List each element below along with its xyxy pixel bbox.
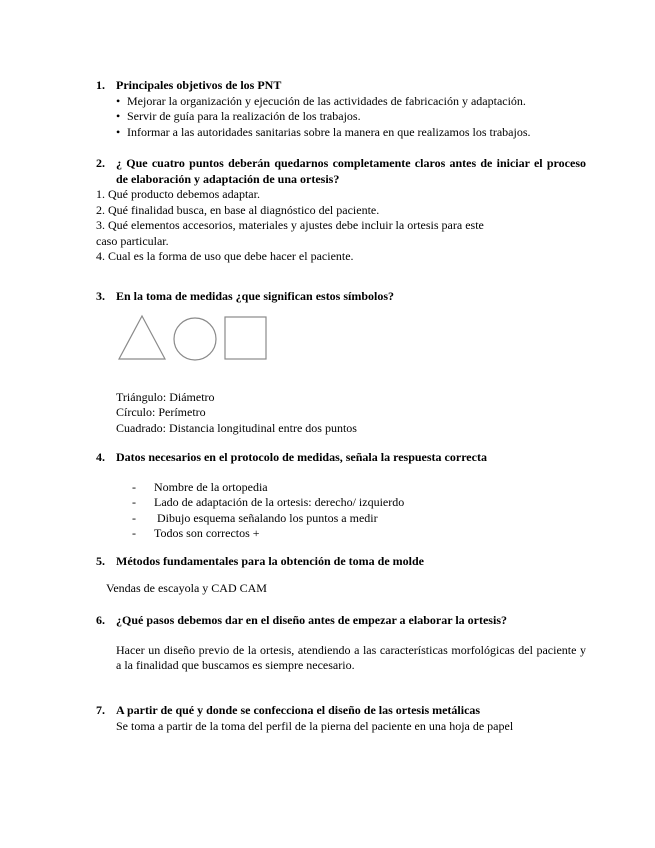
question-heading [96,156,586,187]
answer-line: 2. Qué finalidad busca, en base al diagnóstico del paciente. [96,202,380,217]
legend-line: Cuadrado: Distancia longitudinal entre dos puntos [116,420,357,435]
question-number: 6. [96,613,105,627]
list-item: • Servir de guía para la realización de los trabajos. [116,109,361,123]
question-title: Principales objetivos de los PNT [116,78,282,92]
question-1 [96,78,586,140]
bullet-icon: • [116,124,121,139]
question-heading [96,450,586,466]
question-7 [96,703,586,734]
answer-line: 1. Qué producto debemos adaptar. [96,187,260,201]
question-5 [96,554,586,596]
question-number: 3. [96,289,105,303]
bullet-icon: • [116,109,121,123]
circle-icon [174,318,216,360]
question-title: ¿Qué pasos debemos dar en el diseño antes de empezar a elaborar la ortesis? [116,613,507,627]
question-2 [96,156,586,265]
question-title: Métodos fundamentales para la obtención de toma de molde [116,554,424,568]
answer-text: Se toma a partir de la toma del perfil de la pierna del paciente en una hoja de papel [116,718,514,733]
question-heading [96,703,586,719]
question-title: A partir de qué y donde se confecciona el diseño de las ortesis metálicas [116,703,481,717]
question-heading [96,289,586,305]
question-title: Datos necesarios en el protocolo de medidas, señala la respuesta correcta [116,450,487,464]
legend-line: Círculo: Perímetro [116,405,206,419]
list-item: - Nombre de la ortopedia [132,479,268,494]
answer-line: 4. Cual es la forma de uso que debe hacer el paciente. [96,249,354,263]
square-icon [225,317,266,359]
bullet-icon: • [116,93,121,108]
answer-line: 3. Qué elementos accesorios, materiales y ajustes debe incluir la ortesis para este [96,218,484,232]
question-title: ¿ Que cuatro puntos deberán quedarnos completamente claros antes de iniciar el proceso de elaboración y adaptación de una ortesis? [116,156,586,186]
question-title: En la toma de medidas ¿que significan estos símbolos? [116,289,395,303]
list-item: - Lado de adaptación de la ortesis: derecho/ izquierdo [132,495,405,509]
question-heading [96,78,586,94]
legend-line: Triángulo: Diámetro [116,389,215,404]
answer-line: caso particular. [96,233,169,248]
question-heading [96,613,586,629]
question-heading [96,554,586,570]
list-item: • Informar a las autoridades sanitarias sobre la manera en que realizamos los trabajos. [116,124,531,139]
triangle-icon [119,316,165,359]
question-4 [96,450,586,542]
symbols-legend [116,390,586,437]
question-number: 5. [96,554,105,568]
list-item: - Dibujo esquema señalando los puntos a medir [132,510,378,525]
question-number: 4. [96,450,105,464]
answer-text: Hacer un diseño previo de la ortesis, atendiendo a las características morfológicas del paciente y a la finalidad que buscamos es siempre necesario. [116,642,586,672]
question-number: 7. [96,703,105,717]
question-number: 2. [96,156,105,170]
question-6 [96,613,586,674]
list-item: - Todos son correctos + [132,526,260,540]
list-item: • Mejorar la organización y ejecución de las actividades de fabricación y adaptación. [116,93,526,108]
options-list [96,480,586,542]
measurement-symbols [118,314,278,364]
question-number: 1. [96,78,105,92]
question-3 [96,289,586,436]
answer-text: Vendas de escayola y CAD CAM [106,580,267,595]
objectives-list [96,94,586,141]
